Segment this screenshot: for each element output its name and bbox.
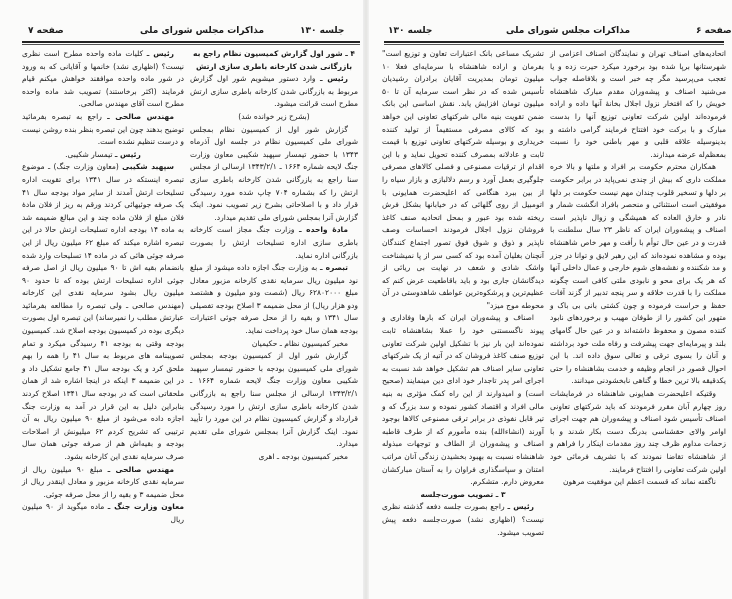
running-title: مذاکرات مجلس شورای ملی [140,26,265,36]
paragraph-text: به وزارت جنگ اجازه داده میشود از مبلغ نود میلیون ریال سرمایه نقدی کارخانه مزبور معادل مبلغ ۶۲۸۰۲۰۰۰ ریال (شصت ودو میلیون و هشتصد ودو هزار ریال) از محل ضمیمه ۳ اصلاح بودجه تفصیلی سال ۱۳۴۱ و بقیه را از محل صرفه جوئی اعتبارات بودجه همان سال خود پرداخت نماید. [190,263,359,336]
paragraph [550,388,726,476]
paragraph-text: (معاون وزارت جنگ) ـ موضوع تبصره اینستکه در سال ۱۳۴۱ برای تقویت اداره تسلیحات ارتش آمدند از سایر مواد بودجه سال ۴۱ یک صرفه جوئیهائی کردند ورقم به ریز از فلان مادهٔ فلان مبلغ از فلان ماده چند و این مبالغ ضمیمه شد به ماده ۱۴ بودجه اداره تسلیحات ارتش حالا در این تبصره اشاره میکند که مبلغ ۶۲ میلیون ریال از این صرفه جوئی هائی که در ماده ۱۴ تسلیحات وارد شده بانضمام بقیه اش تا ۹۰ میلیون ریال از اصل صرفه جوئی اداره تسلیحات ارتش بوده که تا حدود ۹۰ میلیون ریال بشود سرمایه نقدی این کارخانه (مهندس صالحی ـ ولی تبصره را مطالعه بفرمائید عبارتش مطلب را نمیرساند) این تبصره اول بصورت دیگری بوده در کمیسیون بودجه اصلاح شد. کمیسیون بودجه وقتی به بودجه ۴۱ رسیدگی میکرد و تمام تصویبنامه های مربوط به سال ۴۱ را همه را بهم ملحق کرد و یک بودجه سال ۴۱ جامع تشکیل داد و در این ضمیمه ۳ اینکه در اینجا اشاره شد از همان ملحقاتی است که در بودجه سال ۱۳۴۱ اصلاح کردند بنابراین دلیل به این قرار در آمد به وزارت جنگ اجازه داده می‌شود از مبلغ ۹۰ میلیون ریال به آن ترتیبی که تشریح کردم ۶۲ میلیونش از اصلاحات بودجه و بقیه‌اش هم از صرفه جوئی همان سال صرف سرمایه نقدی این کارخانه بشود. [22,162,185,461]
paragraph [190,111,358,124]
speaker-name: رئیس ـ [146,49,174,58]
session-number: جلسه ۱۳۰ [300,26,345,36]
column-right [190,48,358,464]
paragraph-text: مبلغ ۹۰ میلیون ریال از سرمایه نقدی کارخانه مزبور و معادل اینقدر ریال از محل ضمیمه ۳ و بقیه را از محل صرفه جوئی. [22,464,184,499]
paragraph [382,48,544,312]
speaker-name: تبصره ـ [320,263,348,273]
running-title: مذاکرات مجلس شورای ملی [506,26,631,36]
paragraph-text: (بشرح زیر خوانده شد) [238,111,310,121]
paragraph [382,501,544,539]
page-number: صفحه ۶ [696,26,732,36]
header-rule [22,44,360,45]
paragraph [22,501,184,526]
paragraph [22,161,184,463]
session-number: جلسه ۱۳۰ [388,26,433,36]
speaker-name: مهندس صالحی ـ [107,111,174,121]
column-left [22,48,184,527]
paragraph [190,224,358,262]
speaker-name: رئیس ـ [114,149,141,159]
paragraph [190,338,358,351]
paragraph-text: اتحادیه‌های اصناف تهران و نمایندگان اصناف اعزامی از شهرستانها برپا شده بود برخورد میکرد حیرت زده و یا تعجب می‌پرسید مگر چه خبر است و بلافاصله جواب می‌شنید اصناف و پیشه‌وران مقدم مبارک شاهنشاه خویش را که افتخار نزول اجلال بخانهٔ آنها داده و اراده فرموده‌اند اولین شرکت تعاونی توزیع آنها را بدست مبارک و با برکت خود افتتاح فرمایند گرامی داشته و بدینوسیله علاقه قلبی و مهر باطنی خود را نسبت بمعظم‌له عرضه میدارند. [550,49,726,159]
paragraph [190,73,358,111]
speaker-name: معاون وزارت جنگ ـ [107,502,184,512]
speaker-name: رئیس ـ [507,502,534,512]
paragraph-text: تیمسار شکیبی. [65,149,113,159]
paragraph-text: وزارت جنگ مجاز است کارخانه باطری سازی اداره تسلیحات ارتش را بصورت بازرگانی اداره نماید. [190,225,358,260]
paragraph [550,476,726,489]
header-rule [22,41,360,43]
right-page [366,0,732,599]
paragraph [190,262,358,338]
section-heading [190,48,358,73]
paragraph-text: ۴ ـ شور اول گزارش کمیسیون نظام راجع به بازرگانی شدن کارخانه باطری سازی ارتش [193,49,355,71]
paragraph [190,350,358,451]
paragraph-text: گزارش شور اول از کمیسیون بودجه بمجلس شورای ملی کمیسیون بودجه با حضور تیمسار سپهبد شکیبی معاون وزارت جنگ لایحه شماره ۱۶۶۴ ـ ۱۳۴۳/۲/۱ ارسالی از مجلس سنا راجع به بازرگانی شدن کارخانه باطری سازی ارتش را مورد رسیدگی قرارداد و گزارش کمیسیون نظام در این مورد را تأیید نمود. اینک گزارش آنرا بمجلس شورای ملی تقدیم میدارد. [190,351,358,449]
paragraph-text: ۳ ـ تصویب صورت‌جلسه [420,489,506,499]
paragraph-text: کلیات ماده واحده مطرح است نظری نیست؟ (اظهاری نشد) خانمها و آقایانی که به ورود در شور ماده واحده موافقند خواهش میکنم قیام فرمایند (اکثر برخاستند) تصویب شد ماده واحده مطرح است آقای مهندس صالحی. [22,49,184,109]
paragraph-text: مخبر کمیسیون نظام ـ حکیمیان [251,338,348,348]
paragraph-text: ناگفته نماند که قسمت اعظم این موفقیت مرهون [563,477,716,487]
paragraph [22,111,184,149]
column-left [382,48,544,539]
speaker-name: رئیس ـ [319,74,348,84]
paragraph-text: گزارش شور اول از کمیسیون نظام بمجلس شورای ملی کمیسیون نظام در جلسه اول آذرماه ۱۳۴۳ با حضور تیمسار سپهبد شکیبی معاون وزارت جنگ لایحه شماره ۱۶۶۴ ـ ۱۳۴۳/۲/۱ ارسالی از مجلس سنا راجع به بازرگانی شدن کارخانه باطری سازی ارتش را که بشماره ۷۰۴ چاپ شده مورد رسیدگی قرار داد و با اصلاحاتی بشرح زیر تصویب نمود. اینک گزارش آنرا بمجلس شورای ملی تقدیم میدارد. [190,124,359,222]
paragraph-text: راجع بصورت جلسه دفعه گذشته نظری نیست؟ (اظهاری نشد) صورت‌جلسه دفعه پیش تصویب میشود. [382,502,544,537]
paragraph-text: وقتیکه اعلیحضرت همایونی شاهنشاه در فرمایشات روز چهارم آبان مقرر فرمودند که باید شرکتهای تعاونی اصناف تأسیس شود اصناف و پیشه‌وران هم جهت اجرای اوامر والای حقشناسی بدرنگ دست بکار شدند و با زحمات مداوم ظرف چند روز مقدمات اینکار را فراهم و از شاهنشاه تقاضا نمودند که با تشریف فرمائی خود اولین شرکت تعاونی را افتتاح فرمایند. [550,389,726,474]
header-rule [384,44,724,45]
speaker-name: سپهبد شکیبی [122,162,174,172]
paragraph-text: تشریک مساعی بانک اعتبارات تعاون و توزیع است" بفرمان و اراده شاهنشاه با سرمایه‌ای فعلا ۱۰ میلیون تومان بمدیریت آقایان برادران رشیدیان تأسیس شده که در نظر است سرمایه آن تا ۵۰ میلیون تومان افزایش یابد. نقش اساسی این بانک ضمن تقویت بنیه مالی شرکتهای تعاونی این خواهد بود که کالای مصرفی مستقیماً از تولید کننده خریداری و بوسیله شرکتهای تعاونی توزیع با قیمت ثابت و عادلانه بمصرف کننده تحویل نماید و با این اقدام از ترقیات مصنوعی و فصلی کالاهای مصرفی جلوگیری بعمل آورد و رسم دلالبازی و بازار سیاه را از بین ببرد هنگامی که اعلیحضرت همایونی با اتومبیل از روی گلهائی که در خیابانها بشکل فرش ریخته شده بود عبور و بمحل اتحادیه صنف کاغذ فروشان نزول اجلال فرمودند احساسات وصف ناپذیر و ذوق و شوق فوق تصور اجتماع کنندگان آنچنان بغلیان آمده بود که کسی سر از پا نمیشناخت واشک شادی و شعف در نهایت بی ریائی از دیدگانشان جاری بود و باید باقاطعیت عرض کنم که عظیم‌ترین و پرشکوه‌ترین عواطف شاهدوستی در آن محوطه موج میزد" [382,49,544,310]
column-right [550,48,726,489]
paragraph [550,161,726,388]
paragraph [382,312,544,488]
page-number: صفحه ۷ [28,26,64,36]
paragraph [550,48,726,161]
paragraph [190,124,358,225]
paragraph [22,48,184,111]
section-heading [382,489,544,502]
paragraph-text: همکاران محترم حکومت بر افراد و ملتها و بالا خره مملکت داری که بیش از چندی نمی‌پاید در برابر حکومت بر دلها و تسخیر قلوب چندان مهم نیست حکومت بر دلها موفقیتی است استثنائی و منحصر بافراد انگشت شمار و نادر و خارق العاده که همیشگی و زوال ناپذیر است اصناف و پیشه‌وران ایران که ناظر ۲۳ سال سلطنت با قدرت و در عین حال توأم با رأفت و مهر خاص شاهنشاه بوده و مشاهده نموده‌اند که این رهبر لایق و توانا در جزر و مد شکننده و نقشه‌های شوم خارجی و عمال داخلی آنها که هر یک برای محو و نابودی ملتی کافی است چگونه مملکت را با قدرت خلاقه و سر پنجه تدبیر از گزند آفات حفظ و حراست فرموده و چون کشتی بانی بی باک و متهور این کشور را از طوفان مهیب و برخوردهای نابود کننده مصون و محفوظ داشته‌اند و در عین حال گامهای بلند و پیرمایه‌ای جهت پیشرفت و رفاه ملت خود برداشته و آنان را بسوی ترقی و تعالی سوق داده اند. با این احوال قصور در انجام وظیفه و خدمت بشاهنشاه را حتی یکدقیقه بالا ترین خطا و گناهی نابخشودنی میدانند. [550,162,727,386]
speaker-name: مادهٔ واحده ـ [298,225,349,235]
paragraph-text: وارد دستور میشویم شور اول گزارش مربوط به بازرگانی شدن کارخانه باطری سازی ارتش مطرح است قرائت میشود. [190,74,358,109]
paragraph [190,451,358,464]
paragraph-text: مخبر کمیسیون بودجه ـ اهری [258,452,348,461]
paragraph [22,464,184,502]
paragraph-text: اصناف و پیشه‌وران ایران که بارها وفاداری و پیوند ناگسستنی خود را عملا بشاهنشاه ثابت نموده‌اند این بار نیز با تشکیل اولین شرکت تعاونی توزیع صنف کاغذ فروشان که در آتیه از یک شرکتهای تعاونی سایر اصناف هم تشکیل خواهد شد نسبت به اجرای امر پدر تاجدار خود ادای دین مینمایند (صحیح است) و امیدوارند از این راه کمک مؤثری به بنیه مالی افراد و اقتصاد کشور نموده و سد بزرگ که و تیر قابل نفوذی در برابر ترقی مصنوعی کالاها بوجود آورند (انشاءالله) بنده مأمورم که از طرف قاطبه اصناف و پیشه‌وران از الطاف و توجهات مبذوله شاهنشاه نسبت به بهبود بخشیدن زندگی آنان مراتب امتنان و سپاسگذاری فراوان را به آستان مبارکشان معروض دارم. متشکرم. [382,313,544,487]
header-rule [384,41,724,43]
paragraph-text: ماده میگوید از ۹۰ میلیون ریال [22,502,184,524]
paragraph [22,149,184,162]
paragraph-text: راجع به تبصره بفرمائید توضیح بدهند چون این تبصره بنظر بنده روشن نیست و درست تنظیم نشده است. [21,111,184,147]
speaker-name: مهندس صالحی ـ [107,464,175,474]
